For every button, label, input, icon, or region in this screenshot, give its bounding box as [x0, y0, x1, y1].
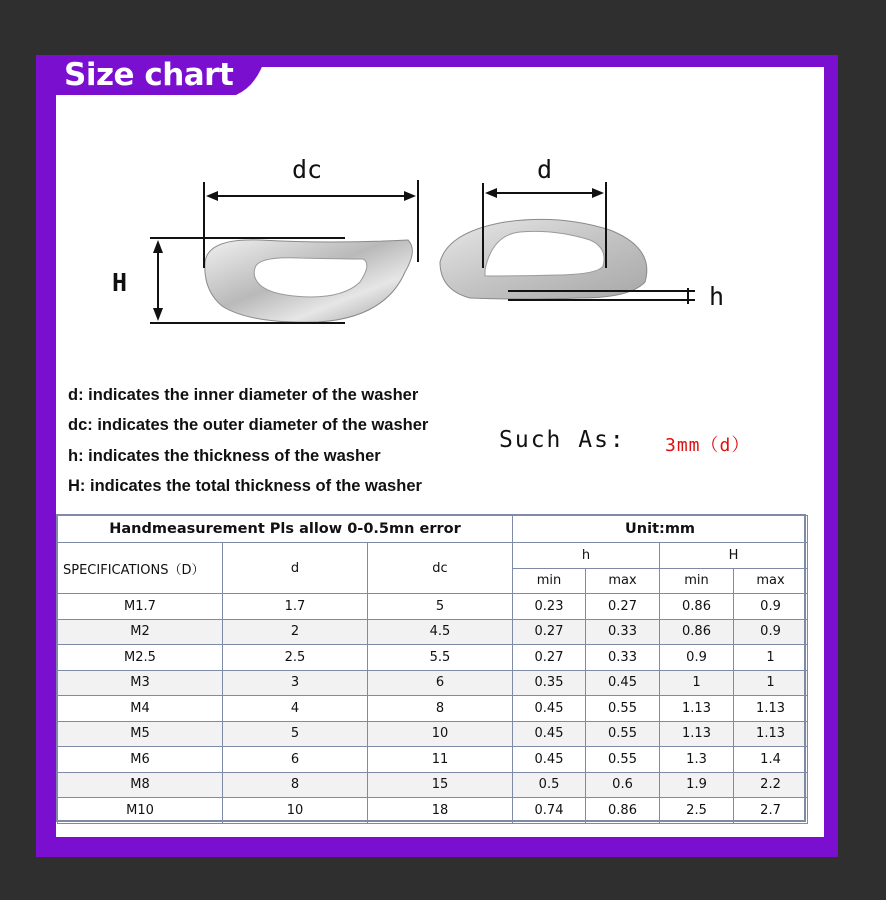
cell-H-min: 1.3 [660, 747, 734, 773]
washer-left-image [205, 240, 413, 322]
cell-h-max: 0.33 [586, 619, 660, 645]
table-row [58, 645, 808, 671]
cell-dc: 15 [368, 772, 513, 798]
col-header-spec: SPECIFICATIONS（D） [58, 543, 223, 594]
cell-dc: 5 [368, 594, 513, 620]
cell-h-max: 0.6 [586, 772, 660, 798]
cell-d: 4 [223, 696, 368, 722]
cell-dc: 4.5 [368, 619, 513, 645]
cell-d: 6 [223, 747, 368, 773]
cell-h-max: 0.55 [586, 696, 660, 722]
cell-spec: M6 [58, 747, 223, 773]
label-H: H [112, 268, 128, 297]
definition-h: h: indicates the thickness of the washer [68, 447, 381, 465]
washer-diagram [0, 0, 886, 360]
table-row [58, 747, 808, 773]
cell-dc: 5.5 [368, 645, 513, 671]
cell-H-max: 1.13 [734, 721, 808, 747]
cell-H-max: 1.4 [734, 747, 808, 773]
label-h: h [709, 282, 725, 311]
cell-d: 10 [223, 798, 368, 824]
cell-H-min: 1.13 [660, 721, 734, 747]
cell-h-max: 0.55 [586, 721, 660, 747]
definition-d: d: indicates the inner diameter of the washer [68, 386, 419, 404]
example-label: Such As: [499, 427, 626, 453]
example-value: 3mm（d） [665, 435, 751, 456]
cell-h-max: 0.45 [586, 670, 660, 696]
cell-H-min: 1.13 [660, 696, 734, 722]
cell-spec: M4 [58, 696, 223, 722]
table-row [58, 798, 808, 824]
cell-h-min: 0.74 [513, 798, 586, 824]
label-d: d [537, 155, 553, 184]
definition-H: H: indicates the total thickness of the washer [68, 477, 422, 495]
col-header-H-min: min [660, 568, 734, 594]
error-note: Handmeasurement Pls allow 0-0.5mn error [58, 516, 513, 543]
cell-H-max: 1 [734, 645, 808, 671]
definition-dc: dc: indicates the outer diameter of the washer [68, 416, 429, 434]
cell-spec: M2 [58, 619, 223, 645]
cell-dc: 11 [368, 747, 513, 773]
col-header-H: H [660, 543, 808, 569]
table-row [58, 772, 808, 798]
cell-d: 2.5 [223, 645, 368, 671]
table-row [58, 721, 808, 747]
col-header-H-max: max [734, 568, 808, 594]
cell-dc: 10 [368, 721, 513, 747]
col-header-h: h [513, 543, 660, 569]
col-header-d: d [223, 543, 368, 594]
col-header-h-min: min [513, 568, 586, 594]
cell-H-min: 0.9 [660, 645, 734, 671]
cell-h-min: 0.45 [513, 696, 586, 722]
cell-h-max: 0.27 [586, 594, 660, 620]
cell-d: 3 [223, 670, 368, 696]
cell-h-min: 0.45 [513, 747, 586, 773]
cell-h-max: 0.55 [586, 747, 660, 773]
cell-h-max: 0.33 [586, 645, 660, 671]
table-row [58, 696, 808, 722]
washer-right-image [440, 219, 647, 299]
page-title: Size chart [64, 57, 234, 93]
cell-spec: M5 [58, 721, 223, 747]
cell-H-max: 1.13 [734, 696, 808, 722]
table-row [58, 619, 808, 645]
cell-H-max: 2.2 [734, 772, 808, 798]
cell-dc: 18 [368, 798, 513, 824]
cell-H-max: 0.9 [734, 594, 808, 620]
label-dc: dc [292, 155, 323, 184]
cell-dc: 8 [368, 696, 513, 722]
spec-table [57, 515, 808, 824]
cell-d: 1.7 [223, 594, 368, 620]
col-header-h-max: max [586, 568, 660, 594]
col-header-dc: dc [368, 543, 513, 594]
cell-d: 2 [223, 619, 368, 645]
cell-H-min: 1.9 [660, 772, 734, 798]
cell-H-max: 0.9 [734, 619, 808, 645]
cell-H-min: 1 [660, 670, 734, 696]
cell-d: 8 [223, 772, 368, 798]
cell-spec: M1.7 [58, 594, 223, 620]
cell-h-min: 0.27 [513, 645, 586, 671]
cell-spec: M3 [58, 670, 223, 696]
cell-H-min: 2.5 [660, 798, 734, 824]
cell-h-min: 0.27 [513, 619, 586, 645]
unit-label: Unit:mm [513, 516, 808, 543]
cell-h-max: 0.86 [586, 798, 660, 824]
table-row [58, 594, 808, 620]
cell-spec: M8 [58, 772, 223, 798]
cell-h-min: 0.23 [513, 594, 586, 620]
cell-h-min: 0.5 [513, 772, 586, 798]
cell-h-min: 0.35 [513, 670, 586, 696]
cell-dc: 6 [368, 670, 513, 696]
cell-H-min: 0.86 [660, 619, 734, 645]
cell-H-max: 1 [734, 670, 808, 696]
cell-spec: M2.5 [58, 645, 223, 671]
table-row [58, 670, 808, 696]
cell-d: 5 [223, 721, 368, 747]
cell-h-min: 0.45 [513, 721, 586, 747]
cell-H-min: 0.86 [660, 594, 734, 620]
cell-spec: M10 [58, 798, 223, 824]
cell-H-max: 2.7 [734, 798, 808, 824]
